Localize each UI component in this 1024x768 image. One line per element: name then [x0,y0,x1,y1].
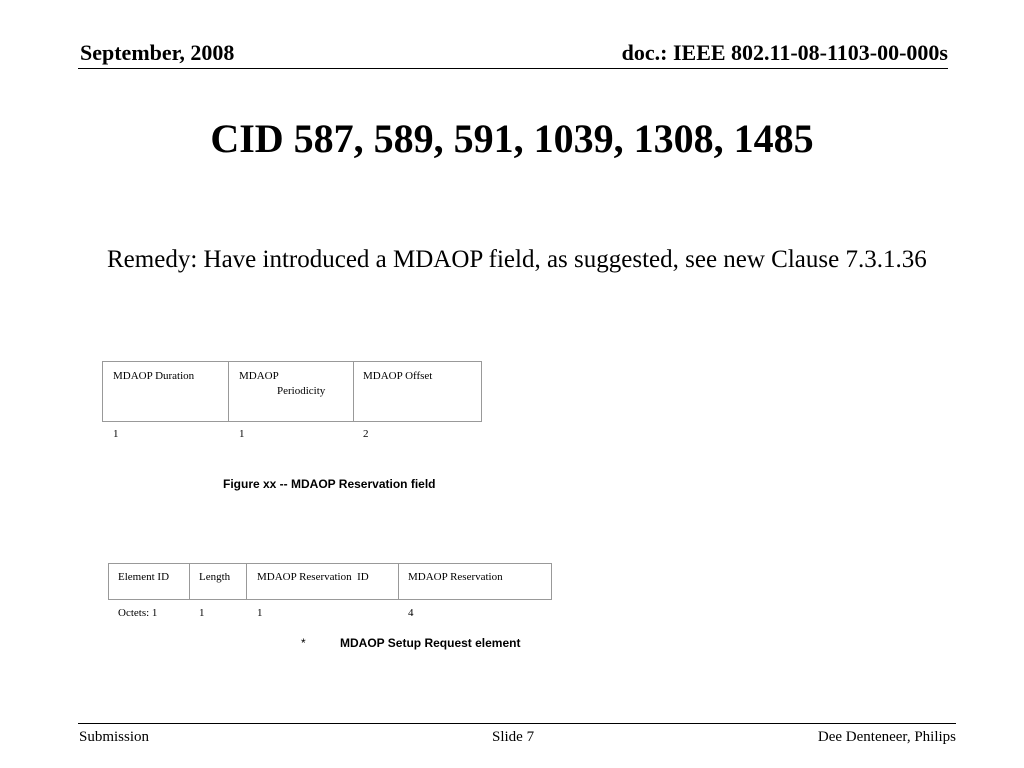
footer-slide-number: Slide 7 [492,729,535,745]
table1-size-duration: 1 [113,428,119,440]
header-date: September, 2008 [80,40,235,65]
table1-header-duration: MDAOP Duration [113,370,195,382]
table1-divider [353,361,354,422]
remedy-text: Remedy: Have introduced a MDAOP field, as suggested, see new Clause 7.3.1.36 [107,246,927,273]
table2-size-reservation-id: 1 [257,607,263,619]
table1-caption: Figure xx -- MDAOP Reservation field [223,477,436,491]
table1-size-offset: 2 [363,428,369,440]
table2-divider [246,563,247,600]
table2-size-reservation: 4 [408,607,414,619]
table2-divider [189,563,190,600]
table2-size-element-id: Octets: 1 [118,607,158,619]
table1-header-periodicity-line1: MDAOP [239,370,279,382]
footer-rule [78,723,956,724]
table2-size-length: 1 [199,607,205,619]
header-doc-id: doc.: IEEE 802.11-08-1103-00-000s [621,40,948,65]
table1-header-periodicity-line2: Periodicity [277,385,326,397]
table2-header-length: Length [199,571,231,583]
table1-size-periodicity: 1 [239,428,245,440]
header-rule [78,68,948,69]
table2-caption: MDAOP Setup Request element [340,636,521,650]
table2-caption-marker: * [301,636,306,650]
table1-divider [228,361,229,422]
table2-header-reservation: MDAOP Reservation [408,571,503,583]
table2-header-reservation-id: MDAOP Reservation ID [257,571,369,583]
footer-submission: Submission [79,729,150,745]
table1-header-offset: MDAOP Offset [363,370,433,382]
footer-author: Dee Denteneer, Philips [817,729,956,745]
slide-title: CID 587, 589, 591, 1039, 1308, 1485 [210,116,814,161]
table2-header-element-id: Element ID [118,571,170,583]
table2-divider [398,563,399,600]
